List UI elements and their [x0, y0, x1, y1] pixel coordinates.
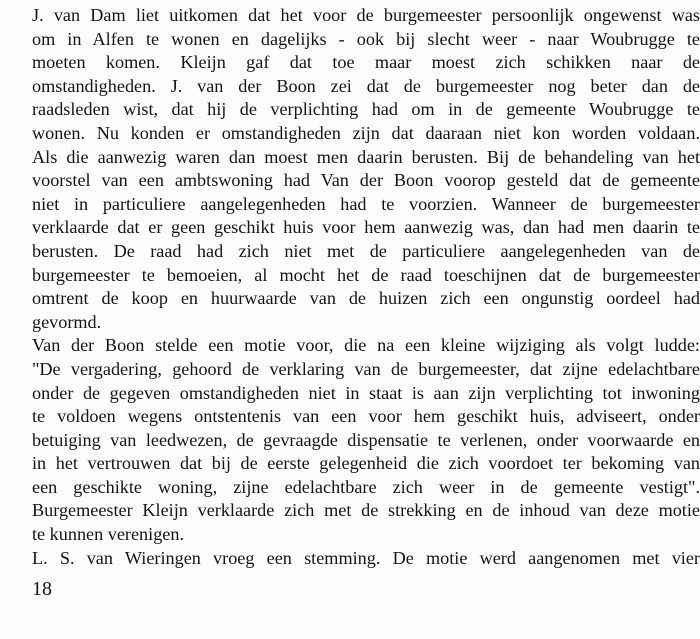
- text-line: te voldoen wegens ontstentenis van een voor hem geschikt huis, adviseert, onder: [32, 406, 700, 427]
- text-line: in het vertrouwen dat bij de eerste gelegenheid die zich voordoet ter bekoming van: [32, 453, 700, 474]
- text-line: burgemeester te bemoeien, al mocht het de raad toeschijnen dat de burgemeester: [32, 264, 700, 285]
- text-line: wonen. Nu konden er omstandigheden zijn dat daaraan niet kon worden voldaan.: [32, 122, 700, 143]
- text-line: een geschikte woning, zijne edelachtbare zich weer in de gemeente vestigt".: [32, 476, 700, 497]
- text-line: Burgemeester Kleijn verklaarde zich met de strekking en de inhoud van deze motie: [32, 500, 700, 521]
- text-line: berusten. De raad had zich niet met de particuliere aangelegenheden van de: [32, 240, 700, 261]
- text-line: niet in particuliere aangelegenheden had te voorzien. Wanneer de burgemeester: [32, 193, 700, 214]
- body-text: [32, 4, 700, 570]
- text-line: raadsleden wist, dat hij de verplichting had om in de gemeente Woubrugge te: [32, 99, 700, 120]
- text-line: "De vergadering, gehoord de verklaring van de burgemeester, dat zijne edelachtbare: [32, 358, 700, 379]
- text-line: gevormd.: [32, 311, 102, 332]
- text-line: moeten komen. Kleijn gaf dat toe maar moest zich schikken naar de: [32, 52, 700, 73]
- page-number: 18: [32, 578, 52, 600]
- text-line: verklaarde dat er geen geschikt huis voor hem aanwezig was, dan had men daarin te: [32, 217, 700, 238]
- text-line: onder de gegeven omstandigheden niet in staat is aan zijn verplichting tot inwoning: [32, 382, 700, 403]
- text-line: J. van Dam liet uitkomen dat het voor de burgemeester persoonlijk ongewenst was: [32, 5, 700, 25]
- text-line: omtrent de koop en huurwaarde van de huizen zich een ongunstig oordeel had: [32, 288, 700, 309]
- text-line: omstandigheden. J. van der Boon zei dat de burgemeester nog beter dan de: [32, 75, 700, 96]
- text-line: L. S. van Wieringen vroeg een stemming. De motie werd aangenomen met vier: [32, 547, 700, 568]
- text-line: Als die aanwezig waren dan moest men daarin berusten. Bij de behandeling van het: [32, 146, 700, 167]
- text-line: betuiging van leedwezen, de gevraagde dispensatie te verlenen, onder voorwaarde en: [32, 429, 700, 450]
- text-line: Van der Boon stelde een motie voor, die na een kleine wijziging als volgt ludde:: [32, 335, 700, 356]
- text-line: te kunnen verenigen.: [32, 524, 185, 545]
- text-line: voorstel van een ambtswoning had Van der Boon voorop gesteld dat de gemeente: [32, 170, 700, 191]
- text-line: om in Alfen te wonen en dagelijks - ook bij slecht weer - naar Woubrugge te: [32, 28, 700, 49]
